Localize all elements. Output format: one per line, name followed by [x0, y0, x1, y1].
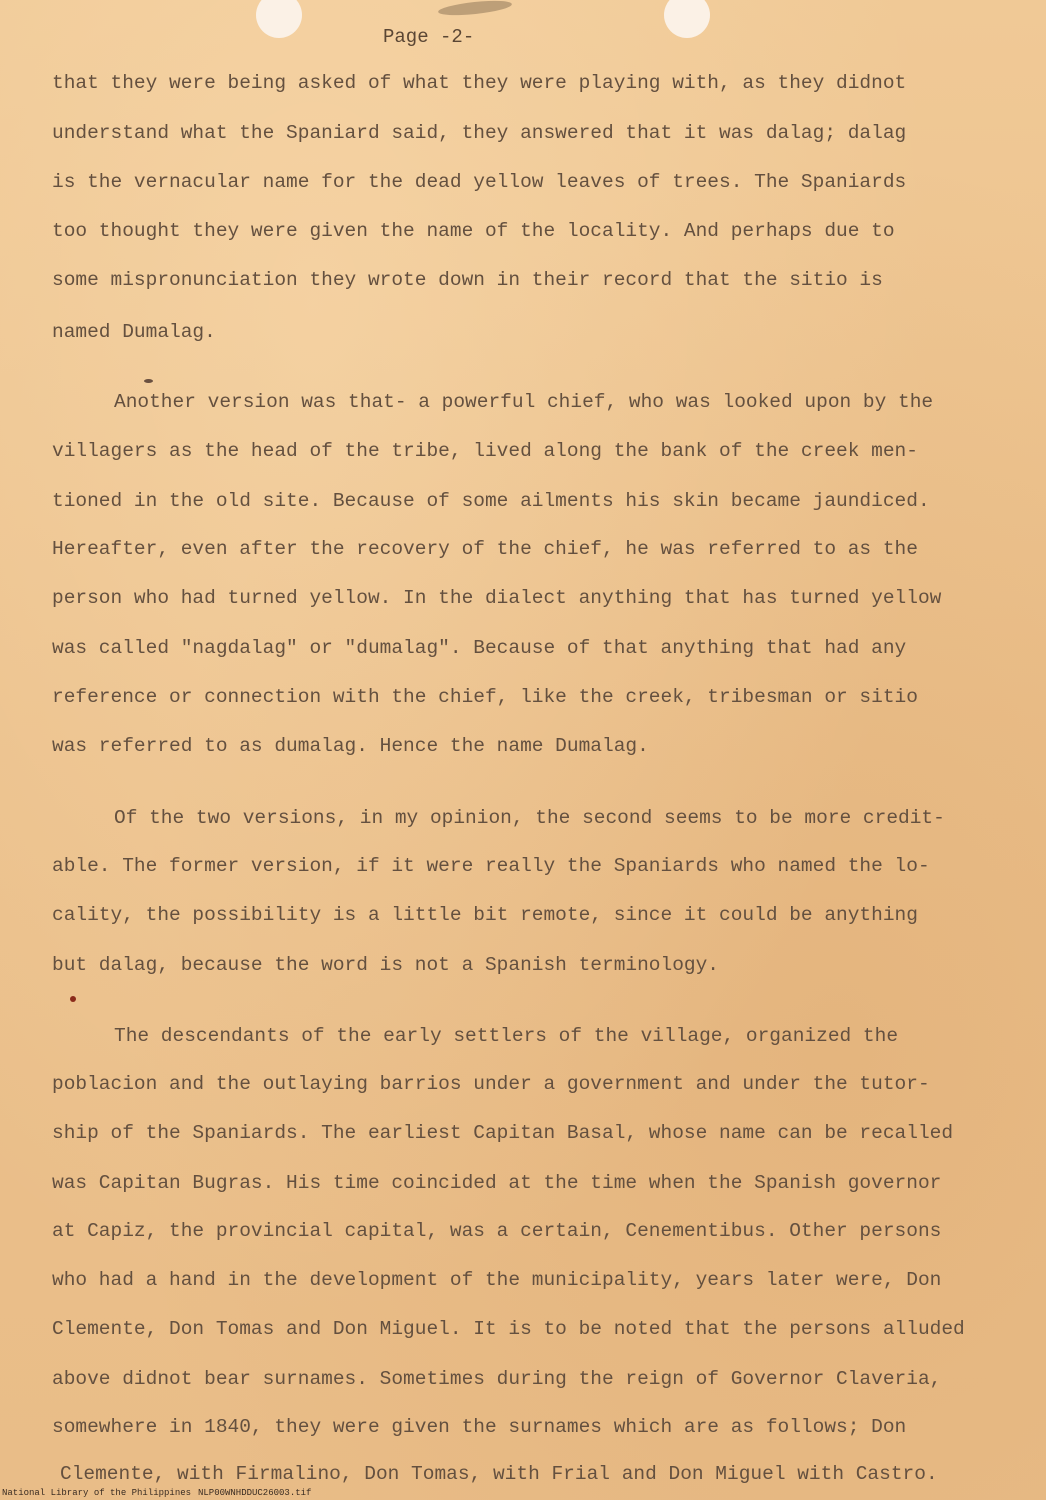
- footer-file-id: NLP00WNHDDUC26003.tif: [198, 1488, 312, 1498]
- footer-library: National Library of the Philippines: [2, 1488, 192, 1498]
- text-line: is the vernacular name for the dead yellow leaves of trees. The Spaniards: [52, 171, 907, 193]
- text-line: was Capitan Bugras. His time coincided at the time when the Spanish governor: [52, 1172, 942, 1194]
- text-line: cality, the possibility is a little bit remote, since it could be anything: [52, 904, 918, 926]
- page-number: Page -2-: [383, 26, 475, 48]
- ink-dot: [70, 996, 76, 1002]
- text-line: poblacion and the outlaying barrios under a government and under the tutor-: [52, 1073, 930, 1095]
- text-line: person who had turned yellow. In the dialect anything that has turned yellow: [52, 587, 942, 609]
- text-line: Clemente, with Firmalino, Don Tomas, with Frial and Don Miguel with Castro.: [60, 1463, 938, 1485]
- text-line: villagers as the head of the tribe, lived along the bank of the creek men-: [52, 440, 918, 462]
- text-line: was called "nagdalag" or "dumalag". Because of that anything that had any: [52, 637, 907, 659]
- text-line: tioned in the old site. Because of some ailments his skin became jaundiced.: [52, 490, 930, 512]
- text-line: Of the two versions, in my opinion, the second seems to be more credit-: [114, 807, 945, 829]
- text-line: above didnot bear surnames. Sometimes during the reign of Governor Claveria,: [52, 1368, 942, 1390]
- text-line: Hereafter, even after the recovery of the chief, he was referred to as the: [52, 538, 918, 560]
- text-line: understand what the Spaniard said, they answered that it was dalag; dalag: [52, 122, 907, 144]
- text-line: reference or connection with the chief, like the creek, tribesman or sitio: [52, 686, 918, 708]
- text-line: at Capiz, the provincial capital, was a certain, Cenementibus. Other persons: [52, 1220, 942, 1242]
- text-line: Clemente, Don Tomas and Don Miguel. It is to be noted that the persons alluded: [52, 1318, 965, 1340]
- text-line: able. The former version, if it were really the Spaniards who named the lo-: [52, 855, 930, 877]
- ink-smudge: [438, 0, 513, 18]
- text-line: but dalag, because the word is not a Spanish terminology.: [52, 954, 720, 976]
- text-line: some mispronunciation they wrote down in their record that the sitio is: [52, 269, 883, 291]
- ink-mark: [144, 379, 153, 383]
- text-line: who had a hand in the development of the municipality, years later were, Don: [52, 1269, 942, 1291]
- punch-hole-right: [664, 0, 710, 38]
- text-line: somewhere in 1840, they were given the surnames which are as follows; Don: [52, 1416, 907, 1438]
- text-line: too thought they were given the name of the locality. And perhaps due to: [52, 220, 895, 242]
- text-line: that they were being asked of what they were playing with, as they didnot: [52, 72, 907, 94]
- text-line: ship of the Spaniards. The earliest Capitan Basal, whose name can be recalled: [52, 1122, 954, 1144]
- text-line: Another version was that- a powerful chief, who was looked upon by the: [114, 391, 934, 413]
- text-line: named Dumalag.: [52, 321, 216, 343]
- punch-hole-left: [256, 0, 302, 38]
- text-line: The descendants of the early settlers of the village, organized the: [114, 1025, 899, 1047]
- text-line: was referred to as dumalag. Hence the name Dumalag.: [52, 735, 649, 757]
